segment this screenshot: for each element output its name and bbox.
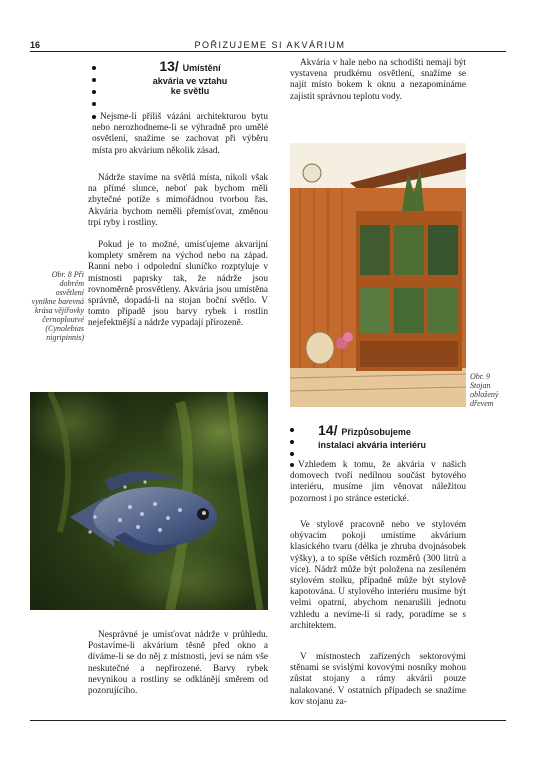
section-14-number: 14: [318, 422, 334, 438]
section-13-title-line1: Umístění: [182, 63, 221, 73]
bullet-mark: [92, 78, 96, 82]
aquarium-cabinet-photo: [290, 143, 466, 407]
fish-photo: [30, 392, 268, 610]
section-13-title-line2: akvária ve vztahu: [152, 76, 228, 86]
bullet-mark: [92, 102, 96, 106]
header-rule: [30, 51, 506, 52]
section-14-paragraph-3: V místnostech zařízených sektorovými stěnami se svislými kovovými nosníky mohou zůstat stojany a rámy akvárií pouze nalakované. V ostatních případech se snažíme kov stojanu za-: [290, 652, 466, 707]
section-13-paragraph-3: Pokud je to možné, umísťujeme akvarijní komplety směrem na východ nebo na západ. Ranní nebo i odpolední sluníčko rozptyluje v místnosti paprsky tak, že nádrže jsou rovnoměrně prosvětleny. Akvária jsou umístěna správně, dopadá-li na stojan boční světlo. V tomto případě jsou barvy rybek i rostlin nejefektnější a nádrže vypadají přirozeně.: [88, 240, 268, 329]
section-14-paragraph-1: Vzhledem k tomu, že akvária v našich domovech tvoří nedílnou součást bytového interiéru, musíme jim věnovat náležitou pozornost i po stránce estetické.: [290, 460, 466, 504]
running-head: POŘIZUJEME SI AKVÁRIUM: [194, 40, 346, 50]
room-illustration: [290, 143, 466, 407]
bullet-mark: [290, 452, 294, 456]
bullet-mark: [92, 115, 96, 119]
section-13-paragraph-4: Nesprávné je umísťovat nádrže v průhledu. Postavíme-li akvárium těsně před okno a díváme-li se do něj z místnosti, jeví se nám vše neskutečné a nepřirozené. Barvy rybek nevynikou a rostliny se odklánějí směrem od pozorujícího.: [88, 630, 268, 697]
fish-illustration: [30, 392, 268, 610]
bullet-mark: [290, 463, 294, 467]
section-13-paragraph-2: Nádrže stavíme na světlá místa, nikoli však na přímé slunce, neboť pak bychom měli zbytečné potíže s mimořádnou tvorbou řas. Akvária bychom neměli přemísťovat, změnou trpí ryby i rostliny.: [88, 173, 268, 228]
figure-8-caption: Obr. 8 Při dobrém osvětlení vynikne barevná krása vějířovky černoploutvé (Cynolebias nigripinnis): [31, 270, 84, 342]
section-13-title-line3: ke světlu: [170, 86, 210, 96]
section-13-heading: 13/ Umístění akvária ve vztahu ke světlu: [120, 58, 260, 96]
section-14-title-line1: Přizpůsobujeme: [341, 427, 411, 437]
bullet-mark: [92, 66, 96, 70]
section-13-number: 13: [159, 58, 175, 74]
figure-9-caption: Obr. 9 Stojan obložený dřevem: [470, 372, 499, 408]
section-13-paragraph-5: Akvária v hale nebo na schodišti nemají být vystavena prudkému osvětlení, snažíme se najít místo bokem k oknu a nezapomínáme zajistit správnou teplotu vody.: [290, 58, 466, 102]
bullet-mark: [290, 440, 294, 444]
heading-bullets: [290, 428, 300, 464]
heading-bullets: [92, 66, 102, 114]
section-14-heading: 14/ Přizpůsobujeme instalaci akvária interiéru: [318, 422, 488, 450]
section-13-paragraph-1: Nejsme-li příliš vázáni architekturou bytu nebo nerozhodneme-li se výhradně pro umělé osvětlení, snažíme se zachovat při výběru místa pro akvárium několik zásad.: [92, 112, 268, 156]
footer-rule: [30, 720, 506, 721]
bullet-mark: [92, 90, 96, 94]
section-14-title-line2: instalaci akvária interiéru: [318, 440, 427, 450]
page-number: 16: [30, 40, 41, 50]
section-14-paragraph-2: Ve stylově pracovně nebo ve stylovém obývacím pokoji umístíme akvárium klasického tvaru (délka je zhruba dvojnásobek výšky), a to spíše větších rozměrů (300 litrů a více). Nádrž může být položena na zesíleném stylovém stolku, případně může být stylově kapotována. U stylového interiéru musíme být velmi opatrní, abychom nenarušili jednotu vzhledu a nevíme-li si rady, poradíme se s architektem.: [290, 520, 466, 631]
bullet-mark: [290, 428, 294, 432]
